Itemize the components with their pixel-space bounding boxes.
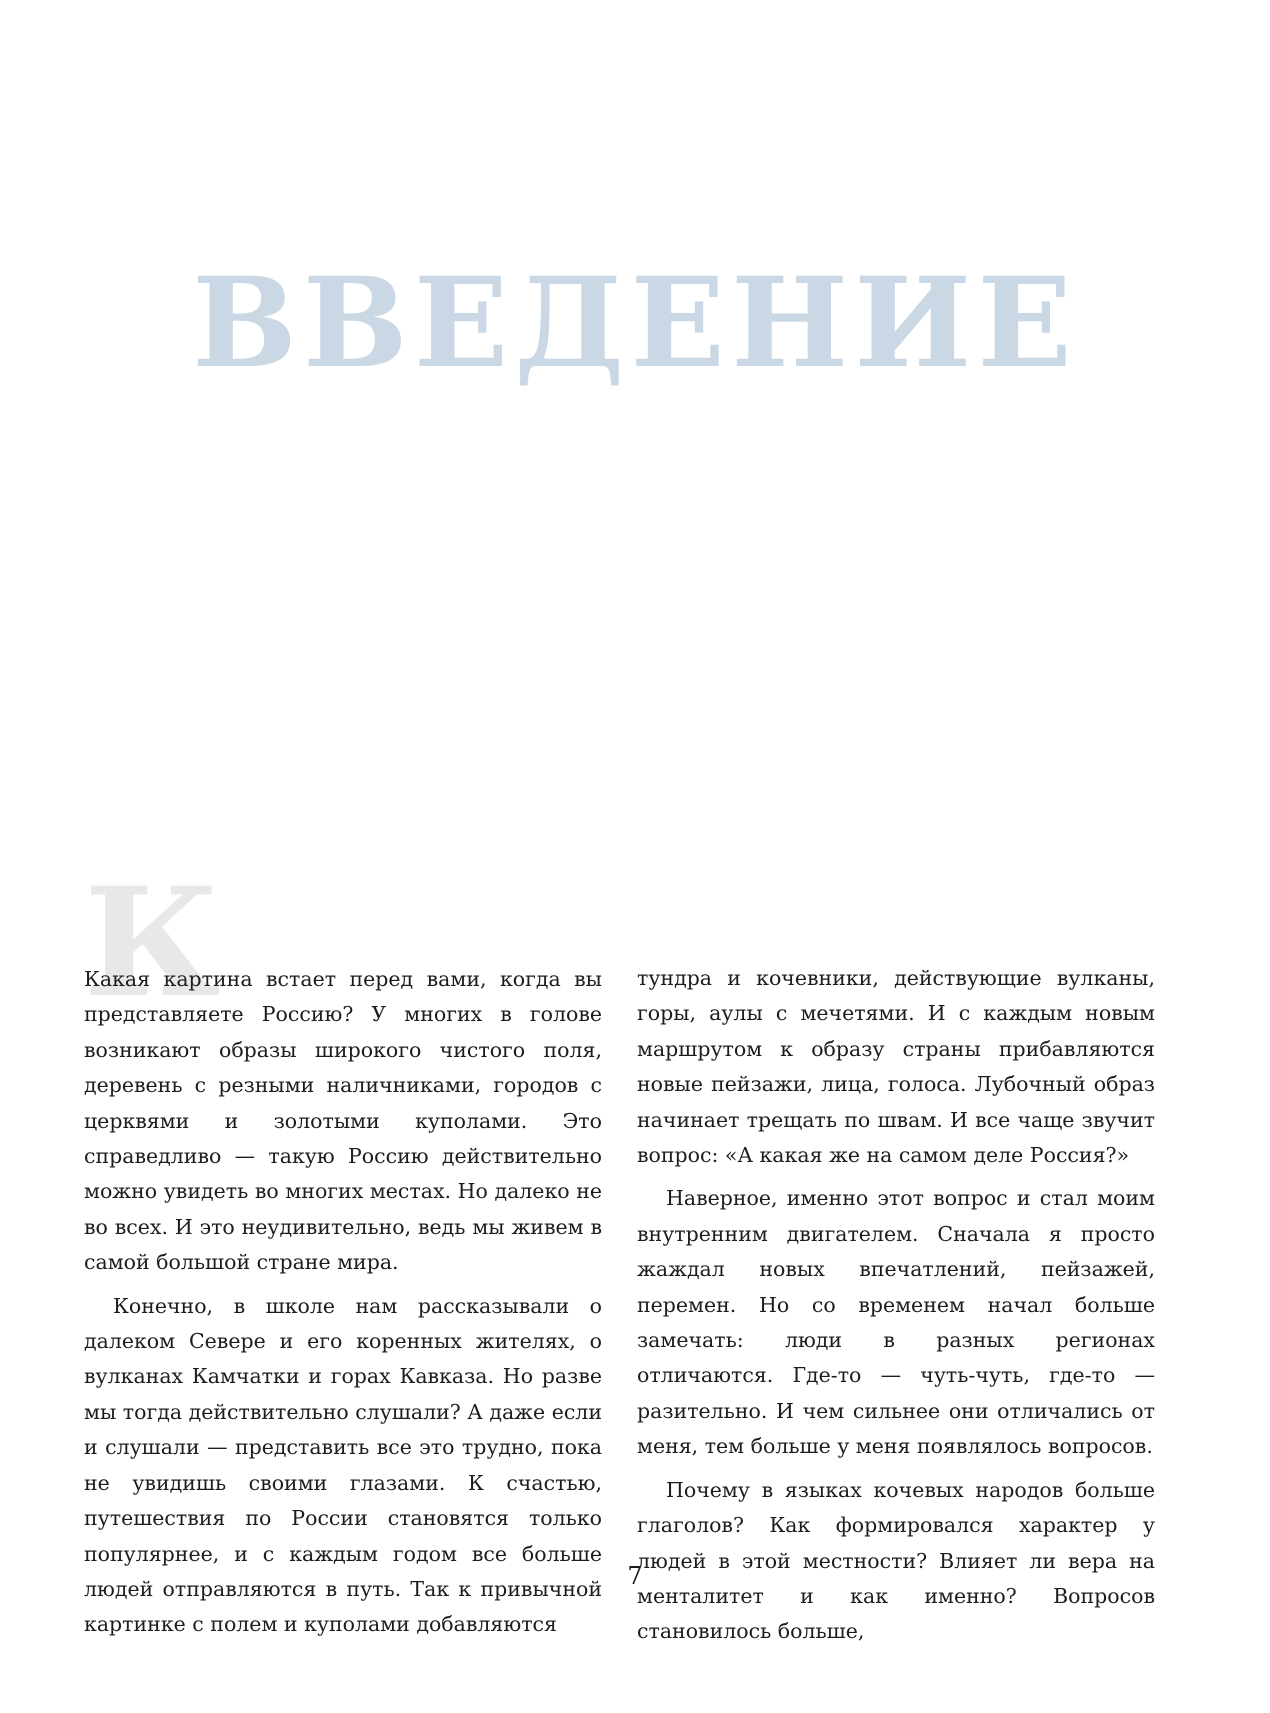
drop-cap: К	[84, 855, 221, 1031]
page-number: 7	[627, 1562, 643, 1590]
text-column-right	[637, 961, 1155, 1658]
paragraph: Почему в языках кочевых народов больше глаголов? Как формировался характер у людей в этой местности? Влияет ли вера на менталитет и как именно? Вопросов становилось больше,	[637, 1477, 1155, 1644]
paragraph: тундра и кочевники, действующие вулканы, горы, аулы с мечетями. И с каждым новым маршрутом к образу страны прибавляются новые пейзажи, лица, голоса. Лубочный образ начинает трещать по швам. И все чаще звучит вопрос: «А какая же на самом деле Россия?»	[637, 966, 1155, 1168]
paragraph: Какая картина встает перед вами, когда вы представляете Россию? У многих в голове возникают образы широкого чистого поля, деревень с резными наличниками, городов с церквями и золотыми куполами. Это справедливо — такую Россию действительно можно увидеть во многих местах. Но далеко не во всех. И это неудивительно, ведь мы живем в самой большой стране мира.	[84, 967, 602, 1275]
paragraph: Конечно, в школе нам рассказывали о далеком Севере и его коренных жителях, о вулканах Камчатки и горах Кавказа. Но разве мы тогда действительно слушали? А даже если и слушали — представить все это трудно, пока не увидишь своими глазами. К счастью, путешествия по России становятся только популярнее, и с каждым годом все больше людей отправляются в путь. Так к привычной картинке с полем и куполами добавляются	[84, 1293, 602, 1637]
text-column-left	[84, 962, 602, 1651]
paragraph: Наверное, именно этот вопрос и стал моим внутренним двигателем. Сначала я просто жаждал новых впечатлений, пейзажей, перемен. Но со временем начал больше замечать: люди в разных регионах отличаются. Где-то — чуть-чуть, где-то — разительно. И чем сильнее они отличались от меня, тем больше у меня появлялось вопросов.	[637, 1186, 1155, 1459]
chapter-title: ВВЕДЕНИЕ	[192, 251, 1078, 396]
